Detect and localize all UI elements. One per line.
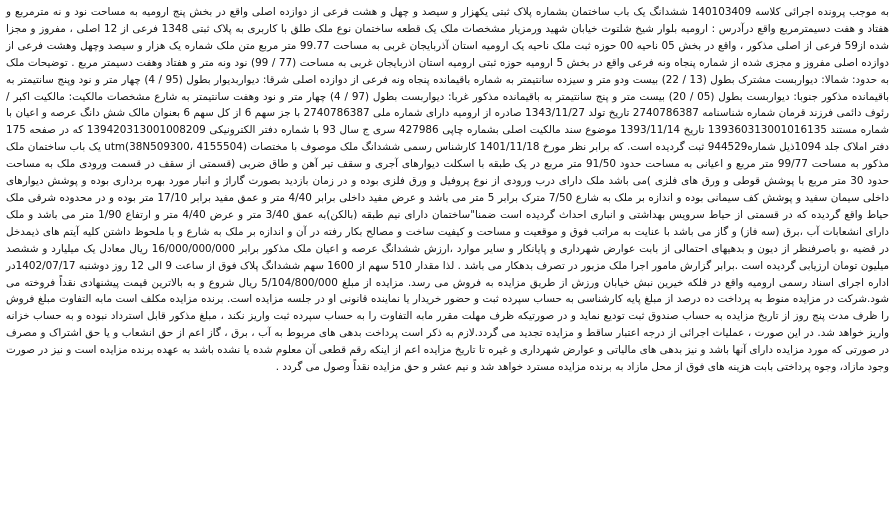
notice-body-text: به موجب پرونده اجرائی کلاسه 140103409 ششدانگ یک باب ساختمان بشماره پلاک ثبتی یکهزار و سیصد و چهل و هشت فرعی از دوازده اصلی واقع در بخش پنج ارومیه به مساحت نود و نه مترمربع و هفتاد و هفت دسیمترمربع واقع درآدرس : ارومیه بلوار شیخ شلتوت خیابان شهید ورمزیار مشخصات ملک یک قطعه ساختمان نوع ملک طلق با کاربری به پلاک ثبتی 1348 فرعی از 12 اصلی ، مفروز و مجزا شده از59 فرعی از اصلی مذکور ، واقع در بخش 05 ناحیه 00 حوزه ثبت ملک ناحیه یک ارومیه استان آذربایجان غربی به مساحت 99.77 متر مربع متن ملک شماره یک هزار و سیصد وچهل وهشت فرعی از دوازده اصلی مفروز و مجزی شده از شماره پنجاه ونه فرعی واقع در بخش 5 ارومیه حوزه ثبتی ارومیه استان اذربایجان غربی به مساحت (77 / 99) نود ونه متر و هفتاد وهفت دسیمتر مربع . توضیحات ملک به حدود: شمالا: دیواربست مشترک بطول (13 / 22) بیست ودو متر و سیزده سانتیمتر به شماره باقیمانده پنجاه ونه فرعی از دوازده اصلی شرقا: دیواربدیوار بطول (95 / 4) چهار متر و نود وپنج سانتیمتر به باقیمانده مذکور جنوبا: دیواربست بطول (05 / 20) بیست متر و پنج سانتیمتر به باقیمانده مذکور غربا: دیواربست بطول (97 / 4) چهار متر و نود وهفت سانتیمتر به شارع مشخصات مالکیت: مالکیت اکبر / رئوف دائمی فرزند قرمان شماره شناسنامه 2740786387 تاریخ تولد 1343/11/27 صادره از ارومیه دارای شماره ملی 2740786387 با جز سهم 6 از کل سهم 6 بعنوان مالک شش دانگ عرصه و اعیان با شماره مستند 139360313001016135 تاریخ 1393/11/14 موضوع سند مالکیت اصلی بشماره چاپی 427986 سری ج سال 93 با شماره دفتر الکترونیکی 139420313001008209 که در صفحه 175 دفتر املاک جلد 1094ذیل شماره944529 ثبت گردیده است. که برابر نظر مورخ 1401/11/18 کارشناس رسمی ششدانگ ملک موصوف با مختصات (utm(38N509300، 4155504 یک باب ساختمان ملک مذکور به مساحت 99/77 متر مربع و اعیانی به مساحت حدود 91/50 متر مربع در یک طبقه با اسکلت دیوارهای آجری و سقف تیر آهن و طاق ضربی (قسمتی از سقف در قسمت ورودی ملک به مساحت حدود 30 متر مربع با پوشش قوطی و ورق های فلزی )می باشد ملک دارای درب ورودی از نوع پروفیل و ورق فلزی بوده و در زمان بازدید بصورت گاراژ و انبار مورد بهره برداری بوده و پوشش دیوارهای داخلی سیمان سفید و پوشش کف سیمانی بوده و اندازه بر ملک به شارع 7/50 مترک برابر 5 متر می باشد و عرض مفید داخلی برابر 4/40 متر و عمق مفید برابر 17/10 متر بوده و در محدوده شرقی ملک حیاط واقع گردیده که در قسمتی از حیاط سرویس بهداشتی و انباری احداث گردیده است ضمنا"ساختمان دارای نیم طبقه (بالکن)به عمق 3/40 متر و عرض 4/40 متر و ارتفاع 1/90 متر می باشد و ملک دارای انشعابات آب ،برق (سه فاز) و گاز می باشد با عنایت به مراتب فوق و موقعیت و مساحت و کیفیت ساخت و مصالح بکار رفته در آن و اندازه بر ملک به شارع و با ملحوظ داشتن کلیه آیتم های ذیمدخل در قضیه ،و باصرفنظر از دیون و بدهیهای احتمالی از بابت عوارض شهرداری و پایانکار و سایر موارد ،ارزش ششدانگ عرصه و اعیان ملک مذکور برابر 16/000/000/000 ریال معادل یک میلیارد و ششصد میلیون تومان ارزیابی گردیده است .برابر گزارش مامور اجرا ملک مزبور در تصرف بدهکار می باشد . لذا مقدار 510 سهم از 1600 سهم ششدانگ پلاک فوق از ساعت 9 الی 12 روز دوشنبه 1402/07/17در اداره اجرای اسناد رسمی ارومیه واقع در فلکه خیرین نبش خیابان ورزش از طریق مزایده به فروش می رسد. مزایده از مبلغ 5/104/800/000 ریال شروع و به بالاترین قیمت پیشنهادی نقداً فروخته می شود.شرکت در مزایده منوط به پرداخت ده درصد از مبلغ پایه کارشناسی به حساب سپرده ثبت و حضور خریدار یا نماینده قانونی او در جلسه مزایده است. برنده مزایده مکلف است مابه التفاوت مبلغ فروش را ظرف مدت پنج روز از تاریخ مزایده به حساب صندوق ثبت تودیع نماید و در صورتیکه ظرف مهلت مقرر مابه التفاوت را به حساب سپرده ثبت واریز نکند ، مبلغ مذکور قابل استرداد نبوده و به حساب خزانه واریز خواهد شد. در این صورت ، عملیات اجرائی از درجه اعتبار ساقط و مزایده تجدید می گردد.لازم به ذکر است پرداخت بدهی های مربوط به آب ، برق ، گاز اعم از حق انشعاب و یا حق اشتراک و مصرف در صورتی که مورد مزایده دارای آنها باشد و نیز بدهی های مالیاتی و عوارض شهرداری و غیره تا تاریخ مزایده اعم از اینکه رقم قطعی آن معلوم شده یا نشده باشد به عهده برنده مزایده است و نیز در صورت وجود مازاد، وجوه پرداختی بابت هزینه های فوق از محل مازاد به برنده مزایده مسترد خواهد شد و نیم عشر و حق مزایده نقداً وصول می گردد . (6, 6, 890, 374)
